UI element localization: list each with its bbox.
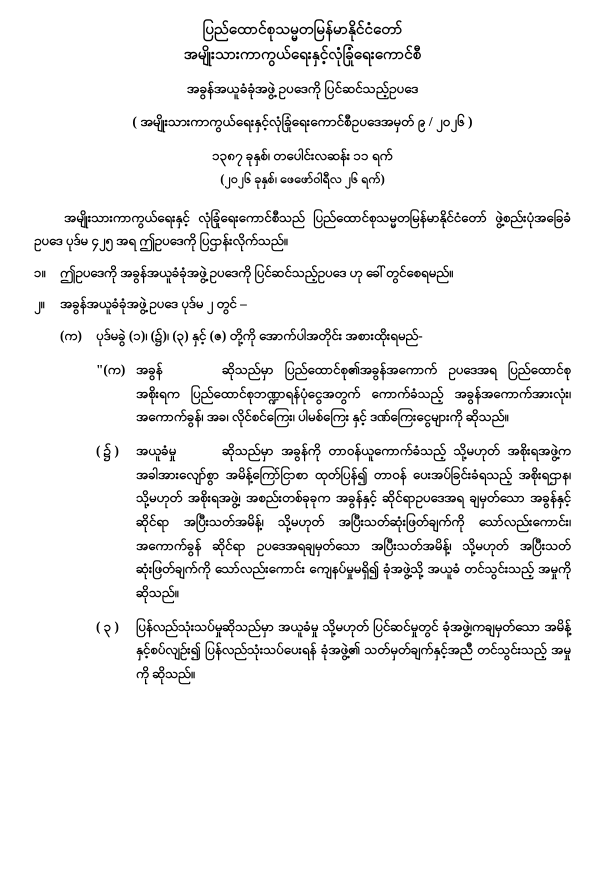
definition-sa-desc: ဆိုသည်မှာ အယူခံမှု သို့မဟုတ် ပြင်ဆင်မှုတွင် ခုံအဖွဲ့၊ကချမှတ်သော အမိန့်နှင့်စပ်လျဉ်း၍ ပြန်လည်သုံးသပ်ပေးရန် ခုံအဖွဲ့၏ သတ်မှတ်ချက်နှင့်အညီ တင်သွင်းသည့် အမှုကို ဆိုသည်။ — [136, 618, 571, 682]
section-1-number: ၁။ — [34, 264, 46, 280]
definition-nga-term: အယူခံမှု — [136, 443, 177, 459]
definition-ka-text — [136, 358, 571, 429]
definition-ka — [34, 358, 571, 429]
section-1 — [34, 262, 571, 285]
subsection-ka-mark: (က) — [60, 328, 82, 344]
document-header — [34, 18, 571, 190]
definition-ka-desc: ဆိုသည်မှာ ပြည်ထောင်စု၏အခွန်အကောက် ဥပဒေအရ ပြည်ထောင်စုအစိုးရက ပြည်ထောင်စုဘဏ္ဍာရန်ပုံငွေအတွက် ကောက်ခံသည့် အခွန်အကောက်အားလုံး၊ အကောက်ခွန်၊ အခ၊ လိုင်စင်ကြေး၊ ပါမစ်ကြေး နှင့် ဒဏ်ကြေးငွေများကို ဆိုသည်။ — [136, 362, 571, 425]
definition-nga-desc: ဆိုသည်မှာ အခွန်ကို တာဝန်ယူကောက်ခံသည့် သို့မဟုတ် အစိုးရအဖွဲ့က အခါအားလျော်စွာ အမိန့်ကြော်ငြာစာ ထုတ်ပြန်၍ တာဝန် ပေးအပ်ခြင်းခံရသည့် အစိုးရဌာန၊ သို့မဟုတ် အစိုးရအဖွဲ့၊ အစည်းတစ်ခုခုက အခွန်နှင့် ဆိုင်ရာဥပဒေအရ ချမှတ်သော အခွန်နှင့်ဆိုင်ရာ အပြီးသတ်အမိန့်၊ သို့မဟုတ် အပြီးသတ်ဆုံးဖြတ်ချက်ကို သော်လည်းကောင်း၊ အကောက်ခွန် ဆိုင်ရာ ဥပဒေအရချမှတ်သော အပြီးသတ်အမိန့်၊ သို့မဟုတ် အပြီးသတ် ဆုံးဖြတ်ချက်ကို သော်လည်းကောင်း ကျေနပ်မှုမရှိ၍ ခုံအဖွဲ့သို့ အယူခံ တင်သွင်းသည့် အမှုကိုဆိုသည်။ — [136, 443, 571, 601]
definition-ka-mark: "(က) — [96, 362, 126, 378]
preamble-paragraph: အမျိုးသားကာကွယ်ရေးနှင့် လုံခြုံရေးကောင်စီသည် ပြည်ထောင်စုသမ္မတမြန်မာနိုင်ငံတော် ဖွဲ့စည်းပုံအခြေခံဥပဒေ ပုဒ်မ ၄၂၅ အရ ဤဥပဒေကို ပြဌာန်းလိုက်သည်။ — [34, 209, 571, 248]
document-body — [34, 207, 571, 686]
definition-sa — [34, 615, 571, 686]
subsection-ka — [34, 325, 571, 348]
definition-nga-mark: ( ၌ ) — [96, 443, 119, 459]
definition-sa-mark: ( ၃ ) — [96, 618, 119, 634]
definition-sa-term: ပြန်လည်သုံးသပ်မှု — [136, 618, 223, 634]
date-myanmar: ၁၃၈၇ ခုနှစ်၊ တပေါင်းလဆန်း ၁၁ ရက် — [212, 147, 393, 163]
subsection-ka-text: ပုဒ်မခွဲ (၁)၊ (၌)၊ (၃) နှင့် (ဇ) တို့ကို အောက်ပါအတိုင်း အစားထိုးရမည်- — [96, 328, 423, 344]
date-gregorian: (၂၀၂၆ ခုနှစ်၊ ဖေဖော်ဝါရီလ ၂၆ ရက်) — [220, 172, 385, 187]
definition-ka-term: အခွန် — [136, 362, 163, 378]
law-title: အခွန်အယူခံခုံအဖွဲ့ ဥပဒေကို ပြင်ဆင်သည့်ဥပဒေ — [186, 81, 419, 97]
section-2-number: ၂။ — [34, 296, 45, 312]
definition-sa-body — [136, 615, 571, 686]
header-line-1: ပြည်ထောင်စုသမ္မတမြန်မာနိုင်ငံတော် — [202, 21, 403, 38]
definition-ka-body — [136, 358, 571, 429]
definition-sa-text — [136, 615, 571, 686]
header-line-2: အမျိုးသားကာကွယ်ရေးနှင့်လုံခြုံရေးကောင်စီ — [183, 45, 422, 63]
section-2 — [34, 293, 571, 316]
definition-nga — [34, 439, 571, 605]
definition-nga-text — [136, 439, 571, 605]
section-1-text: ဤဥပဒေကို အခွန်အယူခံခုံအဖွဲ့ဥပဒေကို ပြင်ဆင်သည့်ဥပဒေ ဟု ခေါ်တွင်စေရမည်။ — [60, 264, 454, 280]
law-number: ( အမျိုးသားကာကွယ်ရေးနှင့်လုံခြုံရေးကောင်စီဥပဒေအမှတ် ၉ / ၂၀၂၆ ) — [132, 114, 473, 129]
section-2-text: အခွန်အယူခံခုံအဖွဲ့ဥပဒေ ပုဒ်မ ၂ တွင် – — [60, 296, 247, 312]
definition-nga-body — [136, 439, 571, 605]
